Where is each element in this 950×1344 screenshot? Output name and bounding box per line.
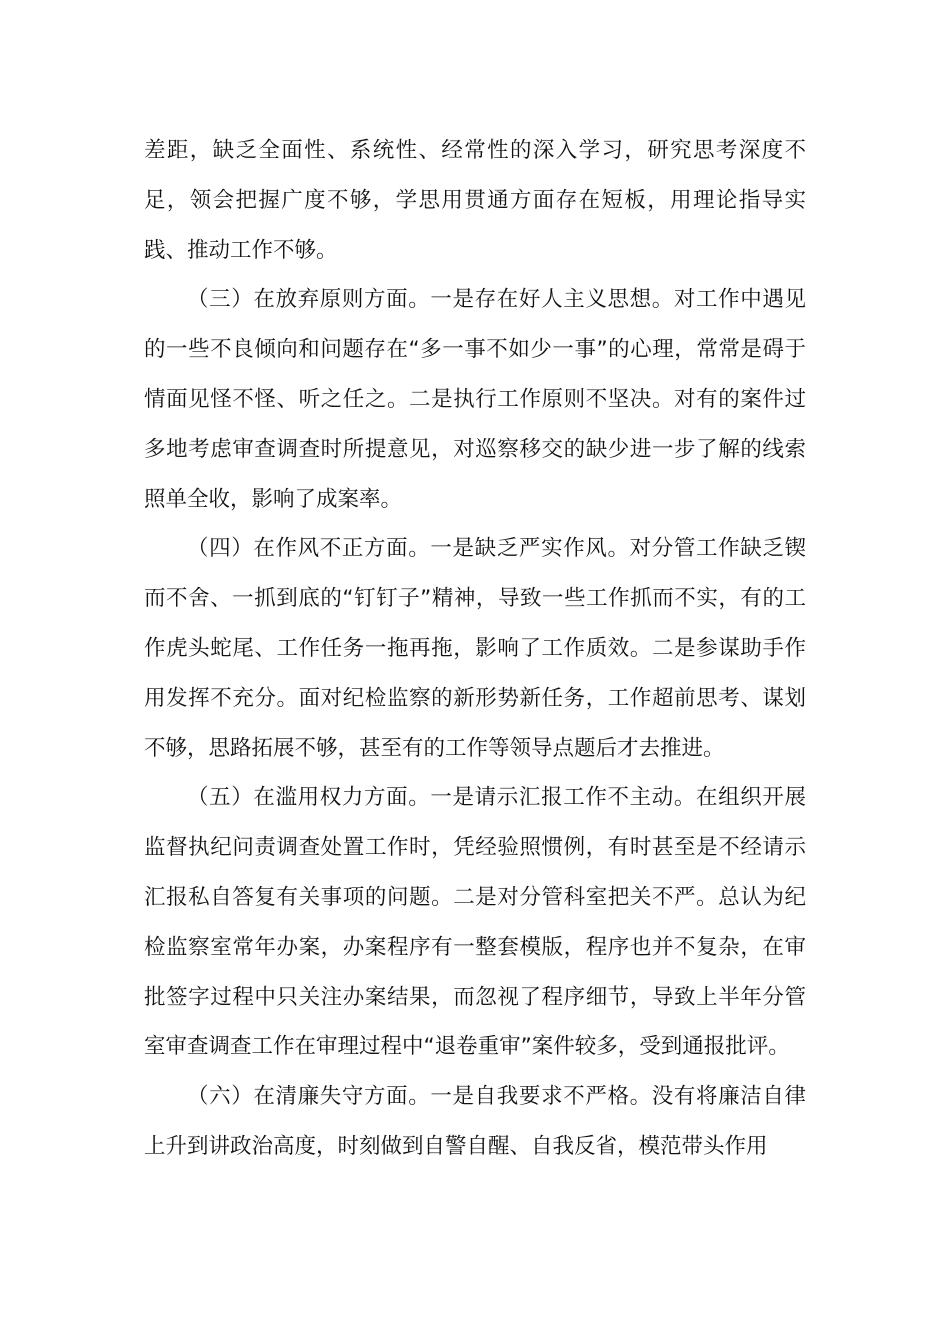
document-body bbox=[144, 126, 806, 1172]
paragraph-section-3: （三）在放弃原则方面。一是存在好人主义思想。对工作中遇见的一些不良倾向和问题存在“多一事不如少一事”的心理，常常是碍于情面见怪不怪、听之任之。二是执行工作原则不坚决。对有的案件过多地考虑审查调查时所提意见，对巡察移交的缺少进一步了解的线索照单全收，影响了成案率。 bbox=[144, 287, 806, 512]
paragraph-continuation: 差距，缺乏全面性、系统性、经常性的深入学习，研究思考深度不足，领会把握广度不够，学思用贯通方面存在短板，用理论指导实践、推动工作不够。 bbox=[144, 138, 806, 263]
paragraph-section-4: （四）在作风不正方面。一是缺乏严实作风。对分管工作缺乏锲而不舍、一抓到底的“钉钉子”精神，导致一些工作抓而不实，有的工作虎头蛇尾、工作任务一拖再拖，影响了工作质效。二是参谋助手作用发挥不充分。面对纪检监察的新形势新任务，工作超前思考、谋划不够，思路拓展不够，甚至有的工作等领导点题后才去推进。 bbox=[144, 536, 806, 761]
paragraph-section-5: （五）在滥用权力方面。一是请示汇报工作不主动。在组织开展监督执纪问责调查处置工作时，凭经验照惯例，有时甚至是不经请示汇报私自答复有关事项的问题。二是对分管科室把关不严。总认为纪检监察室常年办案，办案程序有一整套模版，程序也并不复杂，在审批签字过程中只关注办案结果，而忽视了程序细节，导致上半年分管室审查调查工作在审理过程中“退卷重审”案件较多，受到通报批评。 bbox=[144, 785, 806, 1060]
paragraph-section-6: （六）在清廉失守方面。一是自我要求不严格。没有将廉洁自律上升到讲政治高度，时刻做到自警自醒、自我反省，模范带头作用 bbox=[144, 1084, 806, 1159]
